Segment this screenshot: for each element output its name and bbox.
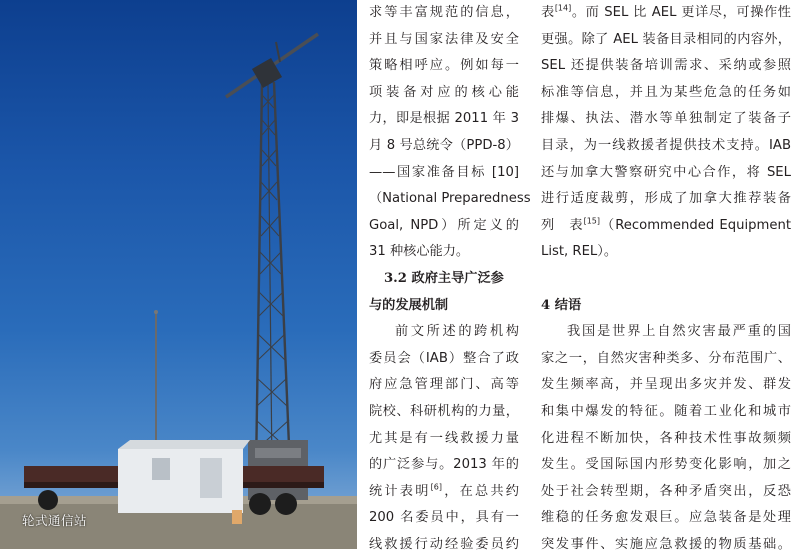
section-heading: 3.2 政府主导广泛参 — [384, 270, 504, 286]
spacer — [541, 266, 791, 293]
paragraph-line: 标准等信息，并且为某些危急的任务如 — [541, 84, 791, 100]
paragraph-line: 目录，为一线救援者提供技术支持。IAB — [541, 137, 791, 153]
paragraph-line: 院校、科研机构的力量， — [369, 403, 519, 419]
paragraph-line: 发生频率高，并呈现出多灾并发、群发 — [541, 377, 791, 393]
text-column-right — [541, 0, 791, 558]
paragraph-line: 和集中爆发的特征。随着工业化和城市 — [541, 403, 791, 419]
paragraph-line: 府应急管理部门、高等 — [369, 377, 519, 393]
citation-ref[interactable]: [6] — [430, 482, 442, 492]
paragraph-line: 进行适度裁剪，形成了加拿大推荐装备 — [541, 191, 791, 207]
paragraph-line — [369, 479, 519, 506]
paragraph-line: 项装备对应的核心能 — [369, 84, 519, 100]
paragraph-line: 发生。受国际国内形势变化影响，加之 — [541, 457, 791, 473]
paragraph-line — [541, 213, 791, 240]
shelter-container — [118, 440, 250, 513]
lattice-tower — [256, 82, 290, 470]
text-run: 统计表明 — [369, 483, 431, 499]
tower-illustration — [0, 0, 357, 549]
paragraph-line: 策略相呼应。例如每一 — [369, 58, 519, 74]
citation-ref[interactable]: [14] — [554, 3, 572, 13]
paragraph-line: 线救援行动经验委员约 — [369, 536, 519, 552]
paragraph-line: 突发事件、实施应急救援的物质基础。 — [541, 536, 791, 552]
photo-caption: 轮式通信站 — [22, 513, 88, 528]
paragraph-line: 我国是世界上自然灾害最严重的国 — [567, 324, 791, 340]
text-run: 。而 SEL 比 AEL 更详尽，可操作性 — [571, 5, 791, 20]
paragraph-line: 还与加拿大警察研究中心合作，将 SEL — [541, 164, 791, 180]
paragraph-line: 委员会（IAB）整合了政 — [369, 350, 519, 366]
paragraph-line: 力，即是根据 2011 年 3 — [369, 111, 519, 127]
paragraph-line: ——国家准备目标 [10] — [369, 164, 519, 180]
paragraph-line: 处于社会转型期，各种矛盾突出，反恐 — [541, 483, 791, 499]
paragraph-line: List, REL）。 — [541, 244, 618, 260]
paragraph-line: 31 种核心能力。 — [369, 244, 470, 260]
paragraph-line: 维稳的任务愈发艰巨。应急装备是处理 — [541, 510, 791, 526]
text-run: ，在总共约 — [441, 483, 519, 499]
paragraph-line: Goal, NPD）所定义的 — [369, 217, 519, 233]
section-heading: 与的发展机制 — [369, 297, 449, 313]
citation-ref[interactable]: [15] — [583, 216, 600, 226]
paragraph-line: 更强。除了 AEL 装备目录相同的内容外， — [541, 31, 791, 47]
paragraph-line: SEL 还提供装备培训需求、采纳或参照 — [541, 58, 791, 74]
text-run: 列 表 — [541, 217, 584, 233]
paragraph-line: 月 8 号总统令（PPD-8） — [369, 137, 519, 153]
paragraph-line — [541, 0, 791, 27]
paragraph-line: 求等丰富规范的信息， — [369, 5, 519, 20]
paragraph-line: 200 名委员中，具有一 — [369, 510, 519, 526]
paragraph-line: 的广泛参与。2013 年的 — [369, 457, 519, 473]
antenna — [226, 34, 318, 97]
photo-communication-tower — [0, 0, 357, 549]
paragraph-line: 前文所述的跨机构 — [395, 324, 519, 340]
paragraph-line: 排爆、执法、潜水等单独制定了装备子 — [541, 111, 791, 127]
text-run: 表 — [541, 5, 555, 20]
paragraph-line: （National Preparedness — [369, 191, 531, 207]
section-heading: 4 结语 — [541, 297, 582, 313]
text-run: （Recommended Equipment — [600, 217, 791, 233]
paragraph-line: 并且与国家法律及安全 — [369, 31, 519, 47]
paragraph-line: 化进程不断加快，各种技术性事故频频 — [541, 430, 791, 446]
text-column-left — [369, 0, 531, 558]
paragraph-line: 尤其是有一线救援力量 — [369, 430, 519, 446]
paragraph-line: 家之一，自然灾害种类多、分布范围广、 — [541, 350, 791, 366]
